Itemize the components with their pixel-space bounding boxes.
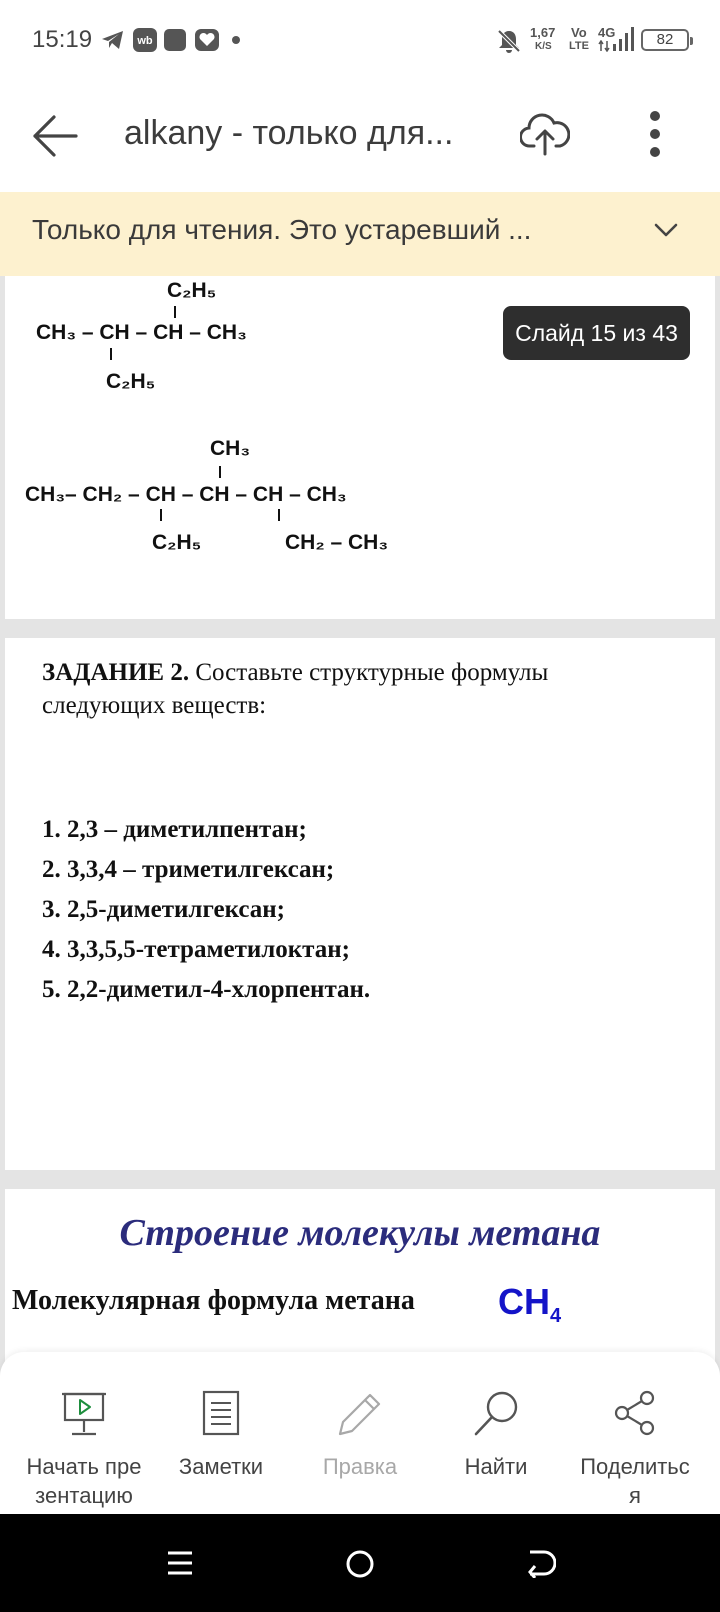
formula1-main-chain: CH₃ – CH – CH – CH₃ <box>36 321 247 344</box>
battery-indicator: 82 <box>641 29 689 51</box>
start-presentation-button[interactable] <box>14 1352 154 1514</box>
bottom-toolbar <box>0 1352 720 1514</box>
slide-title: Строение молекулы метана <box>119 1212 601 1254</box>
share-icon <box>613 1390 657 1436</box>
formula-base: CH <box>498 1281 550 1322</box>
more-options-icon[interactable] <box>648 110 662 158</box>
task-item: 2. 3,3,4 – триметилгексан; <box>42 856 335 883</box>
network-type: 4G <box>598 25 616 40</box>
task-text: Составьте структурные формулы следующих веществ: <box>42 659 549 719</box>
home-icon[interactable] <box>345 1549 375 1579</box>
volte-label-top: Vo <box>571 25 587 40</box>
recent-apps-icon[interactable] <box>166 1549 194 1577</box>
status-bar <box>0 0 720 80</box>
notes-button[interactable] <box>164 1352 278 1514</box>
formula-subscript: 4 <box>550 1305 562 1328</box>
task-item: 3. 2,5-диметилгексан; <box>42 896 285 923</box>
cloud-upload-icon[interactable] <box>520 110 570 156</box>
notes-icon <box>202 1390 240 1436</box>
methane-formula <box>498 1281 561 1328</box>
find-label: Найти <box>464 1454 528 1479</box>
formula2-bond-top <box>219 466 221 478</box>
slide-counter-badge: Слайд 15 из 43 <box>503 306 690 360</box>
find-button[interactable] <box>440 1352 552 1514</box>
task-list <box>42 810 370 1010</box>
wildberries-icon <box>133 28 157 52</box>
task-label: ЗАДАНИЕ 2. <box>42 659 190 686</box>
formula2-bottom-right-substituent: CH₂ – CH₃ <box>285 531 389 554</box>
formula2-main-chain: CH₃– CH₂ – CH – CH – CH – CH₃ <box>25 483 347 506</box>
pencil-icon <box>336 1390 384 1438</box>
banner-text: Только для чтения. Это устаревший ... <box>32 214 532 245</box>
task-item: 4. 3,3,5,5-тетраметилоктан; <box>42 936 350 963</box>
system-navigation-bar <box>0 1514 720 1612</box>
data-arrows-icon <box>598 40 610 52</box>
edit-button[interactable] <box>304 1352 416 1514</box>
formula1-bond-bottom <box>110 348 112 360</box>
signal-icon <box>612 26 636 52</box>
net-speed-value: 1,67 <box>530 25 556 40</box>
formula2-bond-bottom-left <box>160 509 162 521</box>
chevron-down-icon[interactable] <box>654 222 678 238</box>
task-item: 5. 2,2-диметил-4-хлорпентан. <box>42 976 371 1003</box>
edit-label: Правка <box>322 1454 398 1479</box>
back-nav-icon[interactable] <box>526 1548 556 1578</box>
formula1-top-substituent: C₂H₅ <box>167 279 217 302</box>
svg-text:wb: wb <box>137 35 153 47</box>
heart-icon <box>194 28 220 52</box>
share-label: Поделитьс я <box>580 1454 690 1508</box>
volte-label-bottom: LTE <box>569 40 589 52</box>
task-heading <box>42 656 662 722</box>
formula1-bottom-substituent: C₂H₅ <box>106 370 156 393</box>
formula2-bottom-left-substituent: C₂H₅ <box>152 531 202 554</box>
formula2-top-substituent: CH₃ <box>210 437 251 460</box>
start-presentation-label: Начать пре зентацию <box>26 1454 142 1508</box>
back-arrow-icon[interactable] <box>32 114 78 158</box>
app-icon <box>164 28 186 52</box>
task-item: 1. 2,3 – диметилпентан; <box>42 816 307 843</box>
net-speed-unit: K/S <box>535 41 552 52</box>
slide-16[interactable] <box>5 1189 715 1369</box>
presentation-icon <box>61 1390 107 1440</box>
telegram-icon <box>100 28 126 52</box>
read-only-banner[interactable] <box>0 192 720 276</box>
status-time: 15:19 <box>32 26 93 53</box>
notes-label: Заметки <box>178 1454 264 1479</box>
formula1-bond-top <box>174 306 176 318</box>
bell-muted-icon <box>496 28 522 54</box>
search-icon <box>472 1390 520 1438</box>
document-title: alkany - только для... <box>124 114 454 152</box>
formula2-bond-bottom-right <box>278 509 280 521</box>
more-notifications-icon <box>231 28 241 52</box>
molecular-formula-label: Молекулярная формула метана <box>12 1285 415 1316</box>
app-bar <box>0 80 720 192</box>
share-button[interactable] <box>570 1352 700 1514</box>
slide-15[interactable] <box>5 638 715 1170</box>
